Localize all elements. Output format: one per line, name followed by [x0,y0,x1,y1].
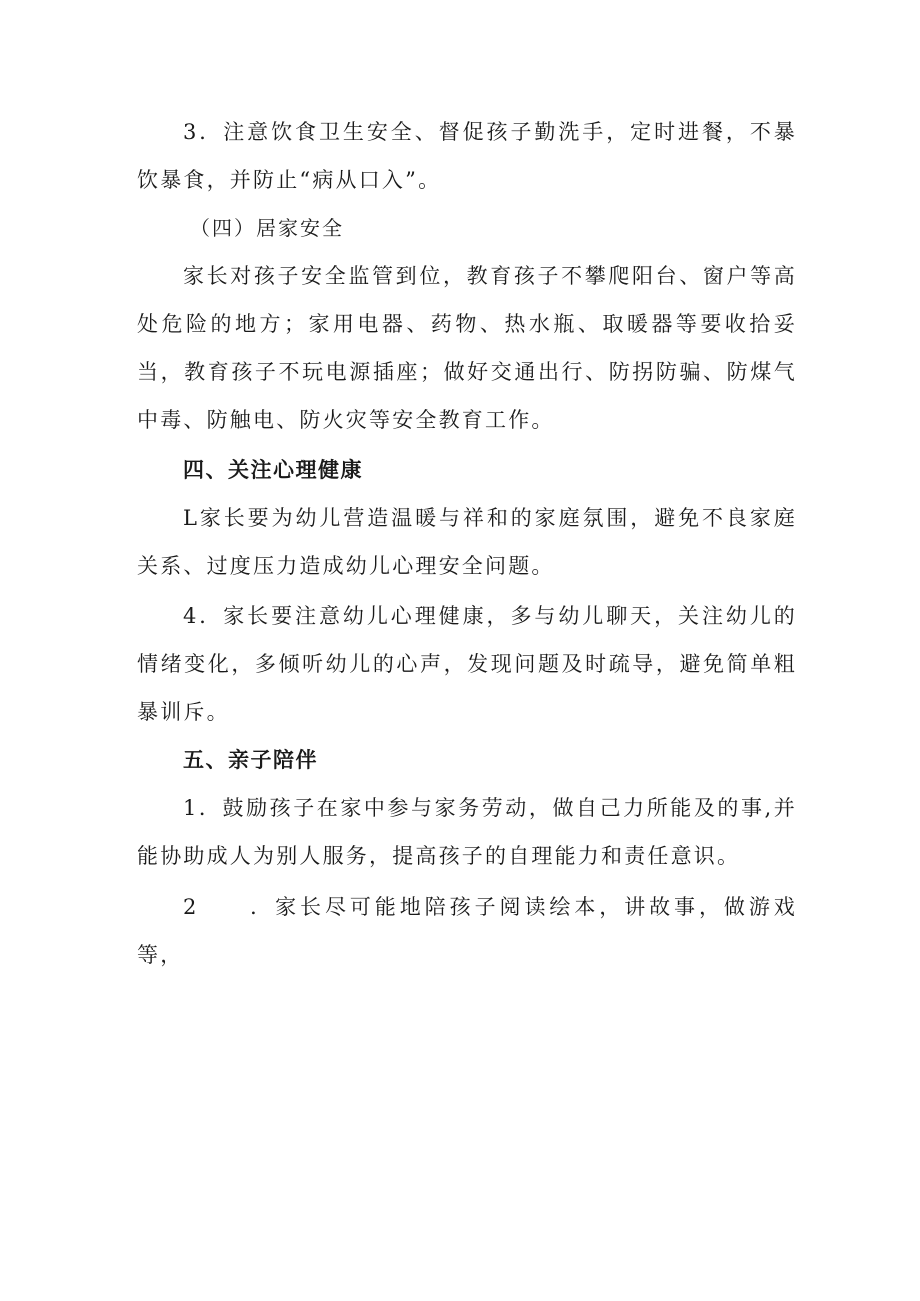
heading-mental-health: 四、关注心理健康 [183,458,363,482]
paragraph-mental-health: 4．家长要注意幼儿心理健康，多与幼儿聊天，关注幼儿的情绪变化，多倾听幼儿的心声，发现问题及时疏导，避免简单粗暴训斥。 [137,604,797,724]
paragraph-housework: 1．鼓励孩子在家中参与家务劳动，做自己力所能及的事,并能协助成人为别人服务，提高孩子的自理能力和责任意识。 [137,796,797,868]
paragraph-food-hygiene: 3．注意饮食卫生安全、督促孩子勤洗手，定时进餐，不暴饮暴食，并防止“病从口入”。 [137,120,797,192]
paragraph-family-atmosphere: L家长要为幼儿营造温暖与祥和的家庭氛围，避免不良家庭关系、过度压力造成幼儿心理安全问题。 [137,506,797,578]
paragraph-reading-together: 2 ．家长尽可能地陪孩子阅读绘本，讲故事，做游戏等， [137,895,797,967]
subheading-home-safety: （四）居家安全 [190,216,344,240]
heading-parent-child-companionship: 五、亲子陪伴 [183,748,318,772]
paragraph-home-safety: 家长对孩子安全监管到位，教育孩子不攀爬阳台、窗户等高处危险的地方；家用电器、药物、热水瓶、取暖器等要收拾妥当，教育孩子不玩电源插座；做好交通出行、防拐防骗、防煤气中毒、防触电、防火灾等安全教育工作。 [137,264,797,432]
